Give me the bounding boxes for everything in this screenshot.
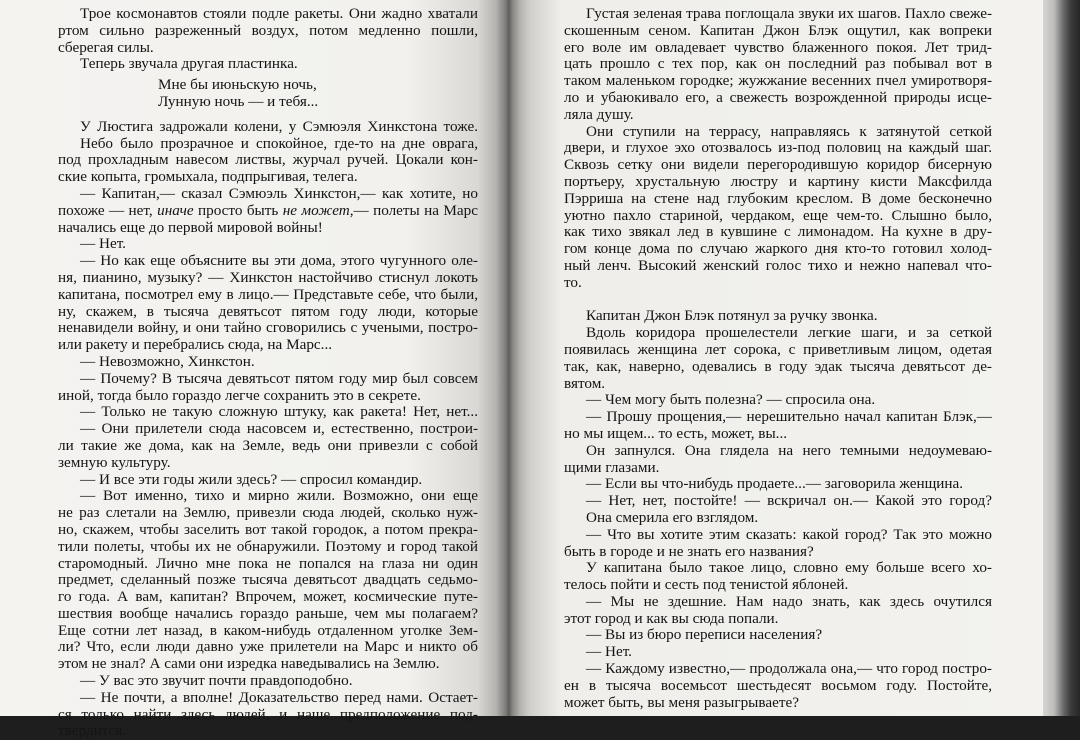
text-line: земную культуру. — [58, 453, 171, 471]
text-line: похоже — нет, иначе просто быть не может,— полеты на Марс — [58, 201, 478, 219]
right-page-text — [564, 6, 992, 711]
text-line: — Вы из бюро переписи населения? — [586, 626, 823, 644]
text-line: появилась женщина лет сорока, с приветливым лицом, одетая — [564, 340, 992, 358]
text-line: го года. А вам, капитан? Впрочем, может, космические путе- — [58, 588, 478, 606]
text-line: — Вот именно, тихо и мирно жили. Возможно, они еще — [80, 487, 478, 505]
text-line: цать прошло с тех пор, как он последний раз побывал вот в — [564, 55, 992, 73]
text-line: скошенным сеном. Капитан Джон Блэк ощутил, как вопреки — [564, 21, 992, 39]
text-line: твердится. — [58, 722, 127, 740]
text-line: — Они прилетели сюда насовсем и, естественно, построи- — [80, 420, 478, 438]
text-line: — Не почти, а вполне! Доказательство перед нами. Остает- — [80, 688, 478, 706]
emphasis: иначе — [157, 201, 194, 219]
text-line: Она смерила его взглядом. — [586, 508, 759, 526]
emphasis: не может — [282, 201, 350, 219]
text-line: под прохладным навесом листвы, журчал ручей. Цокали кон- — [58, 151, 478, 169]
text-line: Небо было прозрачное и спокойное, где-то на дне оврага, — [80, 134, 478, 152]
text-line: — Капитан,— сказал Сэмюэль Хинкстон,— как хотите, но — [80, 184, 478, 202]
text-line: — Невозможно, Хинкстон. — [80, 352, 255, 370]
text-line: У Люстига задрожали колени, у Сэмюэля Хинкстона тоже. — [80, 117, 478, 135]
spacer — [564, 292, 992, 309]
text-line: ен в тысяча восемьсот шестьдесят восьмом году. Постойте, — [564, 676, 992, 694]
text-line: этом не знал? А сами они изредка наведывались на Землю. — [58, 655, 440, 673]
text-line: иной, тогда было гораздо легче сохранить это в секрете. — [58, 386, 421, 404]
text-line: — Только не такую сложную штуку, как ракета! Нет, нет... — [80, 403, 478, 421]
text-line: таком маленьком городке; жужжание весенних пчел умиротворя- — [564, 72, 992, 90]
text-line: — Нет. — [586, 643, 632, 661]
text-line: капитана, посмотрел ему в лицо.— Представьте себе, что были, — [58, 285, 478, 303]
text-line: не раз слетали на Землю, привезли сюда людей, сколько нуж- — [58, 504, 478, 522]
text-line: ские копыта, громыхала, подпрыгивая, телега. — [58, 168, 358, 186]
text-line: — Каждому известно,— продолжала она,— что город постро- — [586, 660, 992, 678]
left-page-text — [58, 6, 478, 740]
text-line: Густая зеленая трава поглощала звуки их шагов. Пахло свеже- — [586, 5, 992, 22]
text-line: — У вас это звучит почти правдоподобно. — [80, 672, 353, 690]
text-line: Сквозь сетку они видели перегородившую коридор бисерную — [564, 156, 992, 174]
right-page — [508, 0, 1043, 716]
text-line: ный ленч. Высокий женский голос тихо и нежно напевал что- — [564, 256, 992, 274]
text-line: ся только найти здесь людей, и наше предположение под- — [58, 705, 478, 723]
text-line: — Мы не здешние. Нам надо знать, как здесь очутился — [586, 592, 992, 610]
text-line: как тихо звякал лед в кувшине с лимонадом. На кухне в дру- — [564, 223, 992, 241]
text-line: — Нет. — [80, 235, 126, 253]
text-line: Еще сотни лет назад, в каком-нибудь отдаленном уголке Зем- — [58, 621, 478, 639]
text-line: ляла душу. — [564, 105, 634, 123]
text-line: то. — [564, 273, 582, 291]
text-line: Они ступили на террасу, направляясь к затянутой сеткой — [586, 122, 992, 140]
text-line: щими глазами. — [564, 458, 660, 476]
text-line: гом конце дома по случаю жаркого дня кто-то готовил холод- — [564, 240, 992, 258]
text-line: Теперь звучала другая пластинка. — [80, 55, 298, 73]
text-line: — Почему? В тысяча девятьсот пятом году мир был совсем — [80, 369, 478, 387]
text-line: — И все эти годы жили здесь? — спросил командир. — [80, 470, 423, 488]
text-line: так, как, наверно, одевались в году эдак тысяча девятьсот де- — [564, 357, 992, 375]
text-line: — Чем могу быть полезна? — спросила она. — [586, 391, 876, 409]
text-line: ло и убаюкивало его, а свежесть возрожденной природы исце- — [564, 88, 992, 106]
text-line: — Прошу прощения,— нерешительно начал капитан Блэк,— — [586, 408, 992, 426]
text-line: ненавидели войну, и они тайно сговорились с учеными, постро- — [58, 319, 478, 337]
text-line: уютно пахло стариной, чердаком, еще чем-то. Слышно было, — [564, 206, 992, 224]
book-spine-shadow — [496, 0, 520, 716]
text-line: но мы ищем... то есть, может, вы... — [564, 424, 788, 442]
text-line: этот город и как вы сюда попали. — [564, 609, 779, 627]
text-line: ли такие же дома, как на Земле, ведь они привезли с собой — [58, 436, 478, 454]
text-line: сберегая силы. — [58, 38, 154, 56]
verse-line: Мне бы июньскую ночь, — [158, 76, 317, 94]
left-page — [0, 0, 508, 740]
text-line: У капитана было такое лицо, словно ему больше всего хо- — [586, 559, 992, 577]
text-line: — Что вы хотите этим сказать: какой город? Так это можно — [586, 525, 992, 543]
text-line: ли? Что, если люди давно уже прилетели на Марс и никто об — [58, 638, 478, 656]
text-line: портьеру, хрустальную люстру и картину кисти Максфилда — [564, 172, 992, 190]
text-line: Пэрриша на стене над глубоким креслом. В доме бесконечно — [564, 189, 992, 207]
text-line: но, скажем, чтобы заселить вот такой городок, а потом прекра- — [58, 520, 478, 538]
text-line: начались еще до первой мировой войны! — [58, 218, 323, 236]
text-line: тили полеты, чтобы их не обнаружили. Поэтому и город такой — [58, 537, 478, 555]
verse-line: Лунную ночь — и тебя... — [158, 92, 319, 110]
text-line: Он запнулся. Она глядела на него темными недоумеваю- — [586, 441, 992, 459]
text-line: телось пойти и сесть под тенистой яблоней. — [564, 576, 849, 594]
text-line: — Но как еще объясните вы эти дома, этого чугунного оле- — [80, 252, 478, 270]
text-line: предмет, сделанный позже тысяча девятьсот двадцать седьмо- — [58, 571, 478, 589]
text-line: Капитан Джон Блэк потянул за ручку звонка. — [586, 307, 878, 325]
text-line: вятом. — [564, 374, 606, 392]
text-line: быть в городе и не знать его названия? — [564, 542, 814, 560]
text-line: ня, пианино, музыку? — Хинкстон настойчиво стиснул локоть — [58, 268, 478, 286]
text-line: его воле им овладевает чувство блаженного покоя. Лет трид- — [564, 38, 992, 56]
text-line: или ракету и перебрались сюда, на Марс... — [58, 336, 333, 354]
text-line: ну, скажем, в тысяча девятьсот пятом году люди, которые — [58, 302, 478, 320]
text-line: — Если вы что-нибудь продаете...— заговорила женщина. — [586, 475, 964, 493]
page-edge-shadow — [1043, 0, 1080, 716]
text-line: — Нет, нет, постойте! — вскричал он.— Какой это город? — [586, 492, 992, 510]
text-line: шествия вообще начались гораздо раньше, чем мы полагаем? — [58, 604, 478, 622]
text-line: двери, и глухое эхо отозвалось из-под половиц на каждый шаг. — [564, 139, 992, 157]
text-line: Вдоль коридора прошелестели легкие шаги, и за сеткой — [586, 324, 992, 342]
text-line: может быть, вы меня разыгрываете? — [564, 693, 799, 711]
text-line: старомодный. Лично мне пока не попался на глаза ни один — [58, 554, 478, 572]
text-line: ртом сильно разреженный воздух, потом медленно пошли, — [58, 21, 478, 39]
text-line: Трое космонавтов стояли подле ракеты. Они жадно хватали — [80, 5, 478, 22]
